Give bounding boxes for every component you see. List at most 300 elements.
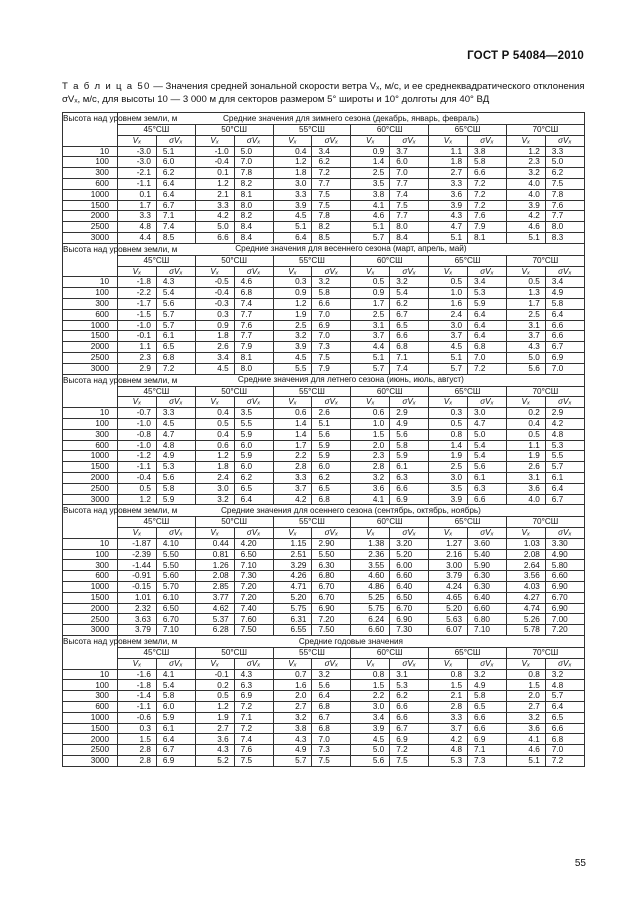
v-value-cell: 4.65 — [429, 592, 468, 603]
v-value-cell: 3.6 — [506, 723, 545, 734]
sigma-value-cell: 3.30 — [545, 538, 584, 549]
height-cell: 2500 — [63, 483, 118, 494]
table-row — [63, 603, 585, 614]
v-value-cell: 1.4 — [273, 418, 312, 429]
v-value-cell: 1.3 — [506, 288, 545, 299]
v-value-cell: 2.85 — [195, 582, 234, 593]
sigma-value-cell: 6.9 — [390, 734, 429, 745]
sigma-value-cell: 5.50 — [312, 549, 351, 560]
v-value-cell: 0.4 — [195, 408, 234, 419]
height-cell: 1500 — [63, 200, 118, 211]
v-value-cell: 3.56 — [506, 571, 545, 582]
sigma-value-cell: 6.4 — [545, 309, 584, 320]
sigma-value-cell: 6.0 — [156, 702, 195, 713]
table-row — [63, 363, 585, 374]
height-cell: 1500 — [63, 723, 118, 734]
v-value-cell: 3.0 — [351, 702, 390, 713]
v-value-cell: 1.03 — [506, 538, 545, 549]
sigma-value-cell: 5.0 — [545, 157, 584, 168]
v-value-cell: 2.08 — [506, 549, 545, 560]
sigma-value-cell: 8.4 — [390, 232, 429, 243]
latitude-header: 65°СШ — [429, 386, 507, 397]
sigma-value-cell: 5.5 — [545, 451, 584, 462]
v-value-cell: 2.7 — [273, 702, 312, 713]
sigma-value-cell: 6.40 — [468, 592, 507, 603]
table-row — [63, 277, 585, 288]
sigma-value-cell: 7.1 — [156, 211, 195, 222]
v-value-cell: -1.8 — [118, 680, 157, 691]
v-value-cell: 4.26 — [273, 571, 312, 582]
v-value-cell: 5.1 — [506, 756, 545, 767]
height-header-cell: Высота над уровнем земли, м — [63, 243, 118, 277]
v-value-cell: 0.8 — [351, 669, 390, 680]
v-value-cell: -0.1 — [195, 669, 234, 680]
sigma-value-cell: 7.0 — [312, 331, 351, 342]
v-value-cell: 4.24 — [429, 582, 468, 593]
latitude-header-row — [63, 125, 585, 136]
v-value-cell: 1.27 — [429, 538, 468, 549]
v-value-cell: 2.2 — [351, 691, 390, 702]
v-value-cell: 0.5 — [506, 429, 545, 440]
sigma-value-cell: 5.9 — [312, 440, 351, 451]
sigma-value-cell: 6.8 — [545, 734, 584, 745]
v-value-cell: 5.0 — [506, 352, 545, 363]
sigma-value-cell: 8.0 — [234, 363, 273, 374]
sigma-value-cell: 6.60 — [468, 603, 507, 614]
sigma-value-cell: 6.7 — [545, 494, 584, 505]
sigma-value-cell: 6.4 — [156, 189, 195, 200]
v-value-cell: 1.6 — [429, 298, 468, 309]
sigma-value-cell: 7.1 — [390, 352, 429, 363]
sigma-value-cell: 6.1 — [390, 462, 429, 473]
sigma-header: σVₓ — [312, 397, 351, 408]
height-cell: 2000 — [63, 342, 118, 353]
sigma-value-cell: 6.6 — [545, 723, 584, 734]
height-cell: 1000 — [63, 189, 118, 200]
sigma-value-cell: 8.1 — [468, 232, 507, 243]
v-header: Vₓ — [118, 266, 157, 277]
sigma-value-cell: 6.3 — [468, 483, 507, 494]
sigma-value-cell: 3.4 — [312, 146, 351, 157]
v-value-cell: 3.7 — [351, 331, 390, 342]
page-number: 55 — [574, 858, 586, 869]
v-value-cell: 0.5 — [195, 691, 234, 702]
sigma-value-cell: 4.9 — [390, 418, 429, 429]
v-value-cell: 3.6 — [429, 189, 468, 200]
v-value-cell: 3.1 — [506, 472, 545, 483]
v-value-cell: -0.15 — [118, 582, 157, 593]
height-cell: 1000 — [63, 712, 118, 723]
sigma-value-cell: 3.5 — [234, 408, 273, 419]
v-value-cell: 2.8 — [118, 756, 157, 767]
latitude-header: 60°СШ — [351, 648, 429, 659]
sigma-header: σVₓ — [312, 135, 351, 146]
sigma-header: σVₓ — [545, 135, 584, 146]
sigma-value-cell: 4.90 — [545, 549, 584, 560]
v-value-cell: 2.3 — [118, 352, 157, 363]
v-value-cell: 3.4 — [195, 352, 234, 363]
v-value-cell: 0.81 — [195, 549, 234, 560]
v-value-cell: 1.26 — [195, 560, 234, 571]
v-value-cell: 0.5 — [506, 277, 545, 288]
sigma-value-cell: 5.20 — [390, 549, 429, 560]
sigma-value-cell: 7.5 — [390, 756, 429, 767]
v-value-cell: 3.3 — [429, 712, 468, 723]
table-row — [63, 560, 585, 571]
sigma-value-cell: 5.7 — [545, 462, 584, 473]
v-value-cell: -0.6 — [118, 712, 157, 723]
height-cell: 2500 — [63, 352, 118, 363]
sigma-value-cell: 5.6 — [156, 472, 195, 483]
sigma-value-cell: 4.8 — [545, 429, 584, 440]
sigma-value-cell: 7.10 — [234, 560, 273, 571]
v-value-cell: 4.2 — [506, 211, 545, 222]
v-value-cell: 1.8 — [273, 168, 312, 179]
sigma-header: σVₓ — [156, 135, 195, 146]
v-value-cell: 3.9 — [273, 200, 312, 211]
sigma-value-cell: 7.5 — [312, 756, 351, 767]
sigma-value-cell: 6.0 — [390, 157, 429, 168]
height-cell: 2000 — [63, 211, 118, 222]
latitude-header: 55°СШ — [273, 255, 351, 266]
subheader-row — [63, 266, 585, 277]
sigma-value-cell: 5.5 — [234, 418, 273, 429]
sigma-value-cell: 6.7 — [156, 200, 195, 211]
latitude-header: 70°СШ — [506, 125, 584, 136]
v-value-cell: 4.2 — [429, 734, 468, 745]
v-value-cell: -0.8 — [118, 429, 157, 440]
table-row — [63, 462, 585, 473]
v-header: Vₓ — [351, 266, 390, 277]
table-caption-text: — Значения средней зональной скорости ветра Vₓ, м/с, и ее среднеквадратического отклонения σVₓ, м/с, для высоты 10 — 3 000 м для секторов размером 5° широты и 10° долготы для 40° ВД — [62, 81, 585, 105]
sigma-value-cell: 7.2 — [468, 363, 507, 374]
latitude-header: 45°СШ — [118, 255, 196, 266]
v-value-cell: 3.3 — [118, 211, 157, 222]
table-row — [63, 723, 585, 734]
v-value-cell: 5.25 — [351, 592, 390, 603]
v-value-cell: 2.08 — [195, 571, 234, 582]
sigma-header: σVₓ — [390, 528, 429, 539]
v-value-cell: -0.5 — [195, 277, 234, 288]
sigma-value-cell: 7.0 — [545, 745, 584, 756]
sigma-value-cell: 8.4 — [234, 222, 273, 233]
v-value-cell: 0.4 — [195, 429, 234, 440]
v-value-cell: 4.3 — [195, 745, 234, 756]
sigma-value-cell: 8.3 — [545, 232, 584, 243]
v-value-cell: -1.1 — [118, 702, 157, 713]
wind-speed-table — [62, 112, 585, 767]
height-cell: 10 — [63, 408, 118, 419]
v-value-cell: 6.4 — [273, 232, 312, 243]
sigma-value-cell: 5.1 — [312, 418, 351, 429]
sigma-value-cell: 6.6 — [312, 298, 351, 309]
v-value-cell: 4.60 — [351, 571, 390, 582]
sigma-value-cell: 5.9 — [234, 429, 273, 440]
sigma-value-cell: 6.6 — [545, 320, 584, 331]
sigma-value-cell: 4.20 — [234, 538, 273, 549]
v-value-cell: 5.20 — [429, 603, 468, 614]
v-value-cell: 1.5 — [429, 680, 468, 691]
sigma-header: σVₓ — [468, 266, 507, 277]
sigma-value-cell: 3.60 — [468, 538, 507, 549]
sigma-value-cell: 4.3 — [234, 669, 273, 680]
v-value-cell: 0.3 — [429, 408, 468, 419]
sigma-value-cell: 7.2 — [545, 756, 584, 767]
sigma-value-cell: 5.8 — [312, 288, 351, 299]
latitude-header-row — [63, 255, 585, 266]
sigma-value-cell: 7.0 — [545, 363, 584, 374]
height-cell: 1000 — [63, 582, 118, 593]
sigma-value-cell: 8.0 — [390, 222, 429, 233]
v-value-cell: 2.64 — [506, 560, 545, 571]
sigma-value-cell: 6.6 — [390, 483, 429, 494]
sigma-value-cell: 6.7 — [545, 342, 584, 353]
sigma-value-cell: 7.30 — [390, 625, 429, 636]
sigma-value-cell: 7.20 — [234, 582, 273, 593]
sigma-value-cell: 6.80 — [312, 571, 351, 582]
v-value-cell: 3.55 — [351, 560, 390, 571]
v-value-cell: 1.0 — [429, 288, 468, 299]
table-row — [63, 451, 585, 462]
v-value-cell: 3.9 — [506, 200, 545, 211]
sigma-value-cell: 7.3 — [312, 342, 351, 353]
sigma-value-cell: 3.2 — [312, 669, 351, 680]
latitude-header: 50°СШ — [195, 255, 273, 266]
v-value-cell: 2.4 — [429, 309, 468, 320]
height-cell: 300 — [63, 298, 118, 309]
sigma-value-cell: 7.10 — [156, 625, 195, 636]
height-cell: 600 — [63, 440, 118, 451]
sigma-value-cell: 7.1 — [234, 712, 273, 723]
v-header: Vₓ — [195, 266, 234, 277]
v-value-cell: 4.9 — [273, 745, 312, 756]
v-value-cell: 4.3 — [429, 211, 468, 222]
v-value-cell: 5.75 — [273, 603, 312, 614]
sigma-value-cell: 5.6 — [156, 298, 195, 309]
sigma-value-cell: 3.0 — [468, 408, 507, 419]
v-value-cell: 1.1 — [506, 440, 545, 451]
height-cell: 2000 — [63, 734, 118, 745]
sigma-value-cell: 6.70 — [156, 614, 195, 625]
sigma-header: σVₓ — [156, 266, 195, 277]
sigma-value-cell: 8.4 — [234, 232, 273, 243]
table-row — [63, 331, 585, 342]
height-cell: 100 — [63, 680, 118, 691]
v-value-cell: 4.2 — [273, 494, 312, 505]
v-value-cell: -1.7 — [118, 298, 157, 309]
height-cell: 10 — [63, 146, 118, 157]
v-value-cell: -0.3 — [195, 298, 234, 309]
sigma-value-cell: 7.8 — [234, 168, 273, 179]
document-code: ГОСТ Р 54084—2010 — [467, 50, 584, 62]
latitude-header-row — [63, 648, 585, 659]
table-row — [63, 745, 585, 756]
section-title-row — [63, 113, 585, 125]
sigma-value-cell: 7.7 — [234, 309, 273, 320]
sigma-value-cell: 7.0 — [234, 157, 273, 168]
table-row — [63, 494, 585, 505]
section-title: Средние значения для летнего сезона (июнь, июль, август) — [118, 374, 585, 386]
height-cell: 600 — [63, 309, 118, 320]
latitude-header: 60°СШ — [351, 125, 429, 136]
height-cell: 10 — [63, 538, 118, 549]
v-header: Vₓ — [429, 266, 468, 277]
latitude-header: 50°СШ — [195, 386, 273, 397]
sigma-header: σVₓ — [234, 528, 273, 539]
table-row — [63, 756, 585, 767]
sigma-value-cell: 6.8 — [390, 342, 429, 353]
sigma-value-cell: 5.9 — [468, 298, 507, 309]
sigma-value-cell: 4.5 — [156, 418, 195, 429]
sigma-value-cell: 8.2 — [234, 178, 273, 189]
table-row — [63, 189, 585, 200]
sigma-value-cell: 7.0 — [390, 168, 429, 179]
sigma-header: σVₓ — [234, 266, 273, 277]
table-row — [63, 418, 585, 429]
v-value-cell: 5.6 — [506, 363, 545, 374]
sigma-value-cell: 6.8 — [234, 288, 273, 299]
latitude-header: 45°СШ — [118, 125, 196, 136]
v-value-cell: 1.38 — [351, 538, 390, 549]
sigma-value-cell: 6.9 — [156, 756, 195, 767]
v-value-cell: 1.4 — [351, 157, 390, 168]
v-value-cell: 0.5 — [351, 277, 390, 288]
sigma-value-cell: 6.70 — [312, 592, 351, 603]
sigma-value-cell: 6.7 — [390, 723, 429, 734]
sigma-value-cell: 5.6 — [312, 429, 351, 440]
sigma-value-cell: 6.1 — [156, 723, 195, 734]
sigma-value-cell: 6.5 — [545, 712, 584, 723]
sigma-value-cell: 5.8 — [468, 157, 507, 168]
v-value-cell: 1.01 — [118, 592, 157, 603]
sigma-value-cell: 6.2 — [390, 691, 429, 702]
sigma-value-cell: 5.9 — [390, 451, 429, 462]
sigma-value-cell: 6.6 — [468, 723, 507, 734]
sigma-value-cell: 4.3 — [156, 277, 195, 288]
v-header: Vₓ — [429, 135, 468, 146]
v-value-cell: 1.8 — [195, 331, 234, 342]
sigma-header: σVₓ — [468, 528, 507, 539]
v-value-cell: 3.8 — [351, 189, 390, 200]
height-header-cell: Высота над уровнем земли, м — [63, 113, 118, 147]
height-cell: 600 — [63, 178, 118, 189]
v-value-cell: 2.7 — [506, 702, 545, 713]
sigma-value-cell: 6.0 — [312, 462, 351, 473]
sigma-value-cell: 5.50 — [156, 549, 195, 560]
sigma-value-cell: 6.7 — [156, 745, 195, 756]
sigma-value-cell: 6.5 — [468, 702, 507, 713]
v-value-cell: 5.7 — [429, 363, 468, 374]
v-value-cell: 2.5 — [351, 309, 390, 320]
sigma-value-cell: 6.9 — [390, 494, 429, 505]
table-row — [63, 157, 585, 168]
table-row — [63, 168, 585, 179]
sigma-value-cell: 8.1 — [234, 189, 273, 200]
sigma-value-cell: 5.60 — [156, 571, 195, 582]
v-header: Vₓ — [273, 135, 312, 146]
v-value-cell: 1.5 — [118, 734, 157, 745]
v-value-cell: -0.4 — [195, 157, 234, 168]
sigma-value-cell: 6.1 — [468, 472, 507, 483]
sigma-value-cell: 4.9 — [545, 288, 584, 299]
sigma-value-cell: 6.5 — [234, 483, 273, 494]
table-row — [63, 440, 585, 451]
sigma-value-cell: 7.3 — [468, 756, 507, 767]
sigma-value-cell: 7.5 — [312, 200, 351, 211]
sigma-value-cell: 6.8 — [312, 723, 351, 734]
v-value-cell: 6.6 — [195, 232, 234, 243]
v-value-cell: 4.1 — [351, 200, 390, 211]
v-header: Vₓ — [506, 658, 545, 669]
v-value-cell: -2.2 — [118, 288, 157, 299]
sigma-value-cell: 5.9 — [156, 712, 195, 723]
v-value-cell: 0.3 — [195, 309, 234, 320]
v-header: Vₓ — [273, 266, 312, 277]
sigma-value-cell: 6.6 — [468, 712, 507, 723]
v-header: Vₓ — [429, 528, 468, 539]
sigma-value-cell: 4.7 — [156, 429, 195, 440]
v-value-cell: 2.4 — [195, 472, 234, 483]
sigma-value-cell: 6.30 — [468, 582, 507, 593]
table-row — [63, 702, 585, 713]
v-value-cell: 0.8 — [429, 429, 468, 440]
sigma-value-cell: 6.9 — [468, 734, 507, 745]
sigma-value-cell: 5.4 — [156, 680, 195, 691]
v-value-cell: 2.0 — [506, 691, 545, 702]
v-value-cell: 3.3 — [429, 178, 468, 189]
v-value-cell: 5.78 — [506, 625, 545, 636]
sigma-value-cell: 5.90 — [468, 560, 507, 571]
sigma-value-cell: 7.50 — [312, 625, 351, 636]
height-header-cell: Высота над уровнем земли, м — [63, 636, 118, 670]
v-value-cell: 0.8 — [506, 669, 545, 680]
latitude-header: 70°СШ — [506, 517, 584, 528]
sigma-value-cell: 6.8 — [312, 494, 351, 505]
latitude-header: 50°СШ — [195, 125, 273, 136]
v-value-cell: 4.8 — [118, 222, 157, 233]
height-header-cell: Высота над уровнем земли, м — [63, 505, 118, 539]
latitude-header: 65°СШ — [429, 648, 507, 659]
sigma-value-cell: 5.3 — [390, 680, 429, 691]
sigma-value-cell: 5.6 — [390, 429, 429, 440]
v-value-cell: 0.9 — [195, 320, 234, 331]
v-value-cell: 4.8 — [429, 745, 468, 756]
v-value-cell: 3.3 — [273, 472, 312, 483]
height-header-cell: Высота над уровнем земли, м — [63, 374, 118, 408]
sigma-value-cell: 7.9 — [234, 342, 273, 353]
subheader-row — [63, 528, 585, 539]
sigma-value-cell: 4.10 — [156, 538, 195, 549]
height-cell: 3000 — [63, 625, 118, 636]
v-value-cell: 4.1 — [351, 494, 390, 505]
v-value-cell: 3.3 — [273, 189, 312, 200]
sigma-value-cell: 6.1 — [545, 472, 584, 483]
sigma-value-cell: 3.2 — [390, 277, 429, 288]
v-value-cell: 3.9 — [429, 494, 468, 505]
height-cell: 600 — [63, 702, 118, 713]
v-value-cell: 4.0 — [506, 189, 545, 200]
sigma-value-cell: 5.7 — [156, 320, 195, 331]
height-cell: 1000 — [63, 451, 118, 462]
sigma-header: σVₓ — [545, 528, 584, 539]
v-value-cell: 4.71 — [273, 582, 312, 593]
v-value-cell: 3.7 — [429, 331, 468, 342]
v-value-cell: 0.1 — [118, 189, 157, 200]
v-value-cell: 5.0 — [351, 745, 390, 756]
v-header: Vₓ — [118, 135, 157, 146]
latitude-header: 45°СШ — [118, 648, 196, 659]
v-value-cell: 5.7 — [273, 756, 312, 767]
